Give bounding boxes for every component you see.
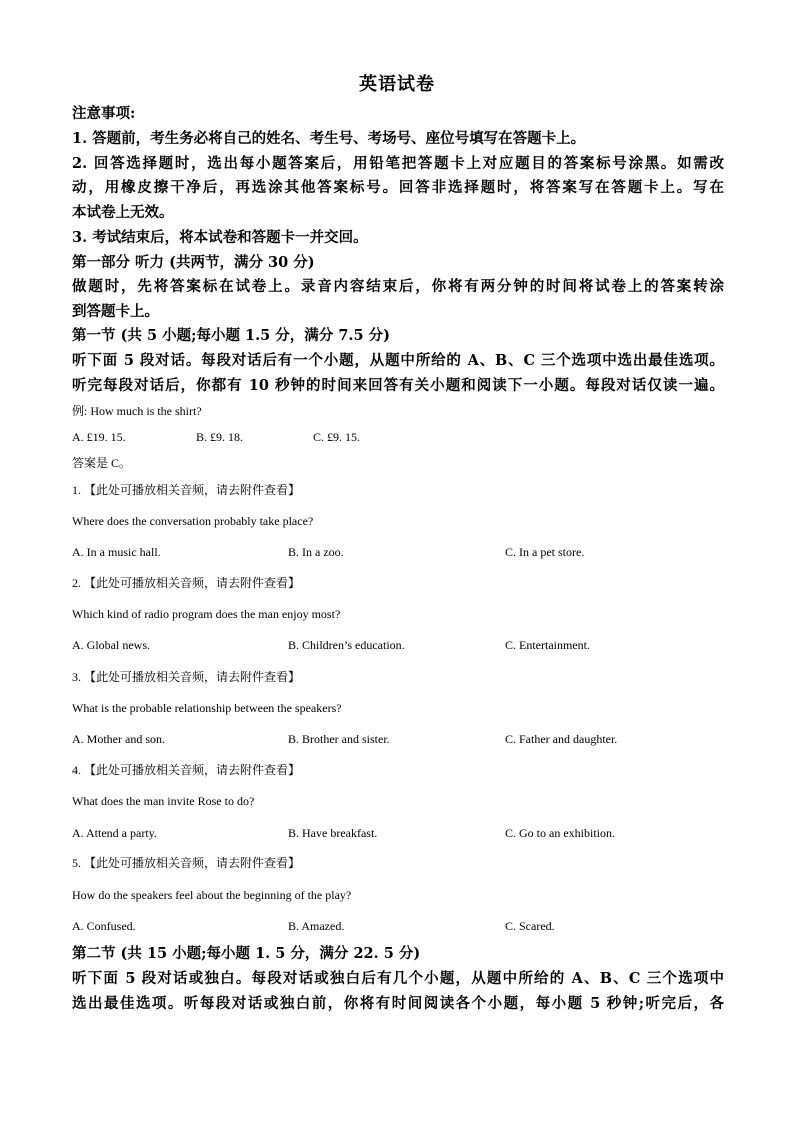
option-c: C. In a pet store. bbox=[505, 545, 585, 559]
audio-placeholder[interactable]: 3. 【此处可播放相关音频，请去附件查看】 bbox=[72, 670, 301, 684]
option-b: B. In a zoo. bbox=[288, 545, 344, 559]
audio-placeholder[interactable]: 5. 【此处可播放相关音频，请去附件查看】 bbox=[72, 856, 301, 870]
example-option-b: B. £9. 18. bbox=[196, 430, 244, 444]
question-text: Which kind of radio program does the man enjoy most? bbox=[72, 607, 341, 621]
audio-placeholder[interactable]: 4. 【此处可播放相关音频，请去附件查看】 bbox=[72, 763, 301, 777]
audio-placeholder[interactable]: 2. 【此处可播放相关音频，请去附件查看】 bbox=[72, 576, 301, 590]
option-c: C. Go to an exhibition. bbox=[505, 826, 615, 840]
section2-instruction-line-2: 选出最佳选项。听每段对话或独白前，你将有时间阅读各个小题，每小题 5 秒钟;听完后，各 bbox=[72, 995, 724, 1012]
question-text: How do the speakers feel about the beginning of the play? bbox=[72, 888, 352, 902]
audio-placeholder[interactable]: 1. 【此处可播放相关音频，请去附件查看】 bbox=[72, 483, 301, 497]
notice-heading: 注意事项: bbox=[72, 105, 136, 122]
question-text: What is the probable relationship between the speakers? bbox=[72, 701, 342, 715]
example-answer: 答案是 C。 bbox=[72, 456, 132, 470]
option-a: A. Attend a party. bbox=[72, 826, 157, 840]
notice-item-2-line-2: 动，用橡皮擦干净后，再选涂其他答案标号。回答非选择题时，将答案写在答题卡上。写在 bbox=[72, 179, 724, 196]
notice-item-1: 1. 答题前，考生务必将自己的姓名、考生号、考场号、座位号填写在答题卡上。 bbox=[72, 130, 586, 147]
section1-instruction-line-2: 听完每段对话后，你都有 10 秒钟的时间来回答有关小题和阅读下一小题。每段对话仅读一遍。 bbox=[72, 377, 724, 394]
option-b: B. Amazed. bbox=[288, 919, 345, 933]
question-text: Where does the conversation probably take place? bbox=[72, 514, 314, 528]
option-b: B. Children’s education. bbox=[288, 638, 405, 652]
example-question: 例: How much is the shirt? bbox=[72, 404, 202, 418]
section2-instruction-line-1: 听下面 5 段对话或独白。每段对话或独白后有几个小题，从题中所给的 A、B、C 三个选项中 bbox=[72, 970, 724, 987]
notice-item-3: 3. 考试结束后，将本试卷和答题卡一并交回。 bbox=[72, 229, 368, 246]
example-option-a: A. £19. 15. bbox=[72, 430, 126, 444]
question-text: What does the man invite Rose to do? bbox=[72, 794, 255, 808]
part1-heading: 第一部分 听力 (共两节，满分 30 分) bbox=[72, 254, 315, 271]
option-a: A. Global news. bbox=[72, 638, 150, 652]
option-b: B. Brother and sister. bbox=[288, 732, 390, 746]
option-a: A. In a music hall. bbox=[72, 545, 161, 559]
part1-instruction-line-1: 做题时，先将答案标在试卷上。录音内容结束后，你将有两分钟的时间将试卷上的答案转涂 bbox=[72, 278, 724, 295]
section1-heading: 第一节 (共 5 小题;每小题 1.5 分，满分 7.5 分) bbox=[72, 327, 390, 344]
section1-instruction-line-1: 听下面 5 段对话。每段对话后有一个小题，从题中所给的 A、B、C 三个选项中选出最佳选项。 bbox=[72, 352, 724, 369]
option-a: A. Mother and son. bbox=[72, 732, 165, 746]
part1-instruction-line-2: 到答题卡上。 bbox=[72, 303, 159, 320]
option-a: A. Confused. bbox=[72, 919, 136, 933]
notice-item-2-line-3: 本试卷上无效。 bbox=[72, 204, 174, 221]
page-title: 英语试卷 bbox=[359, 74, 435, 95]
option-c: C. Father and daughter. bbox=[505, 732, 618, 746]
example-option-c: C. £9. 15. bbox=[313, 430, 361, 444]
option-c: C. Entertainment. bbox=[505, 638, 590, 652]
option-b: B. Have breakfast. bbox=[288, 826, 378, 840]
notice-item-2-line-1: 2. 回答选择题时，选出每小题答案后，用铅笔把答题卡上对应题目的答案标号涂黑。如需改 bbox=[72, 155, 724, 172]
section2-heading: 第二节 (共 15 小题;每小题 1. 5 分，满分 22. 5 分) bbox=[72, 945, 421, 962]
option-c: C. Scared. bbox=[505, 919, 555, 933]
